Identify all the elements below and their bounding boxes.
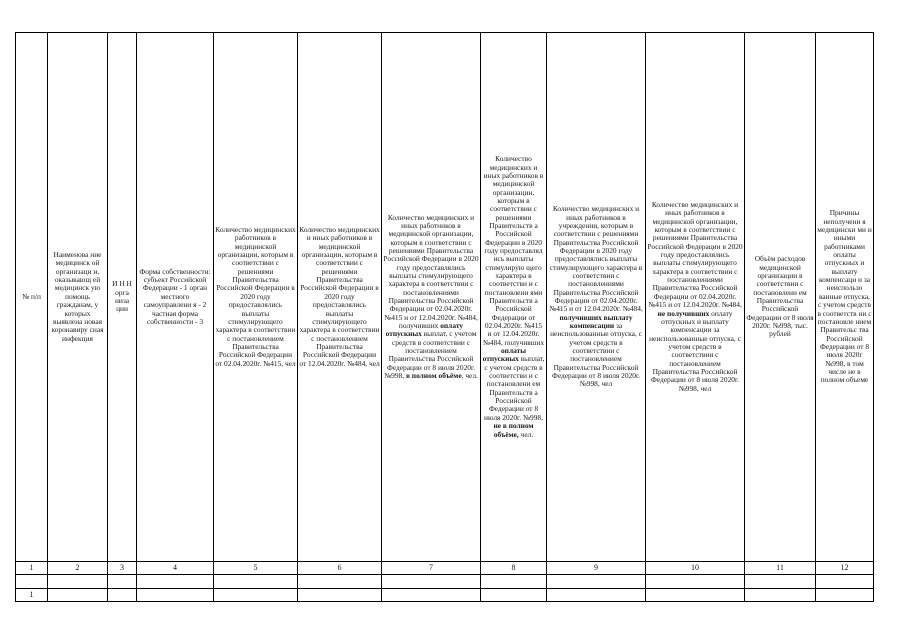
column-number-row [16, 562, 874, 575]
report-table [15, 32, 874, 602]
header-text-bold: оплату отпускных [385, 321, 464, 339]
column-number: 8 [481, 562, 547, 575]
header-text-bold: оплаты отпускных [482, 346, 526, 364]
column-header [48, 33, 108, 562]
column-header [214, 33, 298, 562]
header-text: Причины неполучени я медицински ми и иными работниками оплаты отпускных и выплату компенсаци и за неиспользо ванные отпуска, с учетом средств в соответств ии с постановле нием Правительс тва Российской Федерации от 8 июля 2020г №998, в том числе не в полном объеме [817, 208, 872, 385]
column-number: 11 [745, 562, 816, 575]
header-text: № п/п [22, 291, 41, 301]
column-header [547, 33, 646, 562]
table-cell [382, 589, 481, 602]
column-header [16, 33, 48, 562]
header-text: чел. [518, 429, 534, 439]
header-text-bold: получивших выплату компенсации [559, 312, 633, 331]
header-text-bold: не в полном объёме, [493, 421, 534, 439]
table-cell [745, 589, 816, 602]
column-number: 1 [16, 562, 48, 575]
table-cell: 1 [16, 589, 48, 602]
table-cell [298, 589, 382, 602]
column-number: 10 [646, 562, 745, 575]
header-text: Количество медицинских и иных работников в медицинской организации, которым в соответствии с решениями Правительств а Российской Федерации в 2020 году предоставлял ись выплаты стимулирую щего характера в соответстви и с постановлени ями Правительств а Российской Федерации от 02.04.2020г. №415 и от 12.04.2020г. №484, получивших [482, 154, 545, 347]
column-number: 2 [48, 562, 108, 575]
header-text-bold: не получивших [657, 308, 710, 318]
column-header [816, 33, 874, 562]
header-text: Количество медицинских и иных работников в медицинской организации, которым в соответствии с решениями Правительства Российской Федерации в 2020 году предоставлялись выплаты стимулирующего характера в соответствии с постановлением Правительства Российской Федерации от 12.04.2020г. №484, чел [299, 225, 380, 368]
header-text: оплату отпускных и выплату компенсации за неиспользованные отпуска, с учетом средств в соответствии с постановлением Правительства Российской Федерации от 8 июля 2020г. №998, чел [649, 308, 741, 393]
column-number: 5 [214, 562, 298, 575]
table-row [16, 589, 874, 602]
column-header [298, 33, 382, 562]
header-text: Количество медицинских и иных работников в медицинской организации, которым в соответствии с решениями Правительства Российской Федерации в 2020 году предоставлялись выплаты стимулирующего характера в соответствии с постановлениями Правительства Российской Федерации от 02.04.2020г. №415 и от 12.04.2020г. №484, получивших [383, 212, 479, 331]
table-cell [816, 589, 874, 602]
header-text: Количество медицинских и иных работников в учреждении, которым в соответствии с решениями Правительства Российской Федерации в 2020 году предоставлялись выплаты стимулирующего характера в соответствии с постановлениями Правительства Российской Федерации от 02.04.2020г. №415 и от 12.04.2020г. №484, [549, 204, 643, 314]
table-cell [108, 589, 137, 602]
table-cell [547, 589, 646, 602]
header-text: Объём расходов медицинской организации в соответствии с постановлени ем Правительства Российской Федерации от 8 июля 2020г. №998, тыс. рублей [746, 254, 814, 339]
header-text: за неиспользованные отпуска, с учетом средств в соответствии с постановлением Правительства Российской Федерации от 8 июля 2020г. №998, чел [550, 321, 642, 389]
header-text: Форма собственности: субъект Российской Федерации - 1 орган местного самоуправлени я - 2 частная форма собственности - 3 [139, 266, 211, 326]
column-number: 7 [382, 562, 481, 575]
column-header [382, 33, 481, 562]
column-number: 6 [298, 562, 382, 575]
header-text: , чел. [461, 371, 478, 381]
header-text: Наименова ние медицинск ой организаци и, оказывающ ей медицинск ую помощь гражданам, у которых выявлена новая коронавиру сная инфекция [51, 250, 104, 343]
column-number: 4 [137, 562, 214, 575]
table-cell [214, 589, 298, 602]
table-cell [646, 589, 745, 602]
header-text: выплат, с учетом средств в соответствии с постановлением Правительства Российской Федерации от 8 июля 2020г. №998, [384, 329, 477, 381]
header-text: Количество медицинских работников в медицинской организации, которым в соответствии с решениями Правительства Российской Федерации в 2020 году предоставлялись выплаты стимулирующего характера в соответствии с постановлением Правительства Российской Федерации от 02.04.2020г. №415, чел [215, 225, 296, 368]
column-header [481, 33, 547, 562]
header-text: выплат, с учетом средств в соответстви и с постановлени ем Правительств а Российской Федерации от 8 июля 2020г. №998, [484, 354, 545, 422]
spacer-row [16, 575, 874, 589]
table-cell [48, 589, 108, 602]
column-header [646, 33, 745, 562]
header-row [16, 33, 874, 562]
header-text: Количество медицинских и иных работников в медицинской организации, которым в соответствии с решениями Правительства Российской Федерации в 2020 году предоставлялись выплаты стимулирующего характера в соответствии с постановлениями Правительства Российской Федерации от 02.04.2020г. №415 и от 12.04.2020г. №484, [647, 200, 743, 310]
header-text: И Н Н орга низа ции [112, 279, 132, 314]
column-number: 9 [547, 562, 646, 575]
column-header [137, 33, 214, 562]
table-cell [481, 589, 547, 602]
table-cell [137, 589, 214, 602]
column-number: 12 [816, 562, 874, 575]
column-number: 3 [108, 562, 137, 575]
column-header [108, 33, 137, 562]
header-text-bold: в полном объёме [405, 371, 462, 381]
column-header [745, 33, 816, 562]
